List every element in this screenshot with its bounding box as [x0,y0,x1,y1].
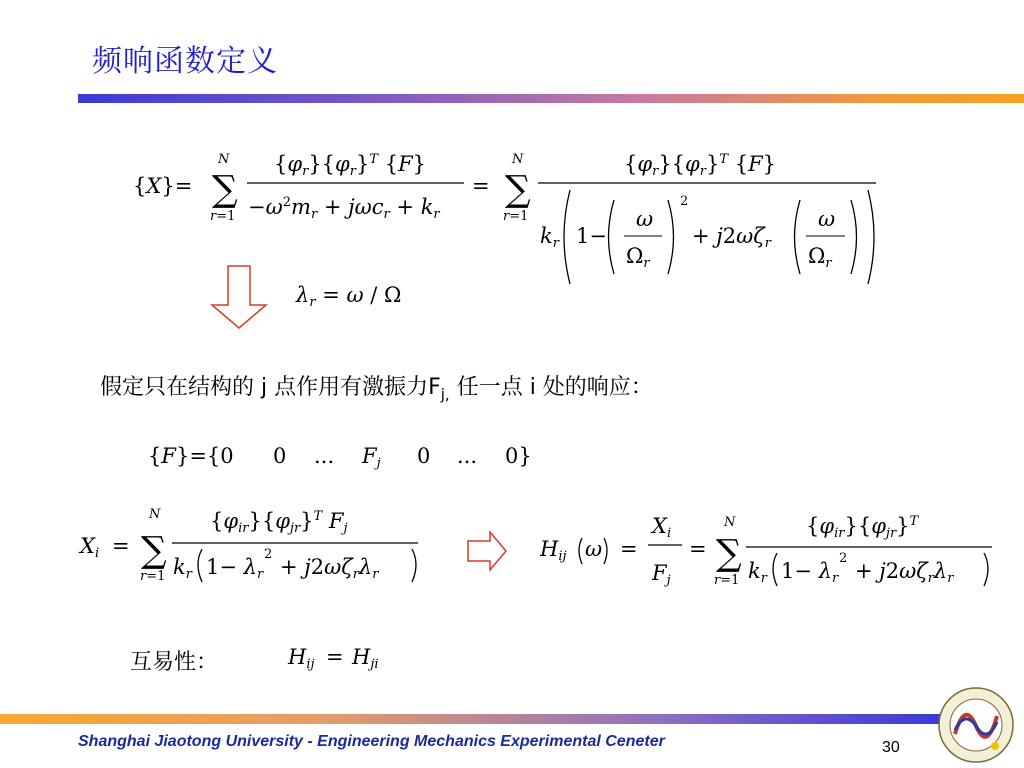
svg-text:N: N [512,152,524,167]
svg-text:kr: kr [173,555,192,582]
svg-text:+ j2ωζrλr: + j2ωζrλr [855,559,954,586]
svg-text:N: N [724,515,736,530]
svg-text:r=1: r=1 [210,209,236,224]
svg-text:N: N [218,152,230,167]
svg-text:0: 0 [417,444,431,468]
footer-bar [0,714,940,724]
svg-text:Fj: Fj [362,444,381,471]
svg-text:Xi: Xi [80,534,100,561]
equation-frequency-ratio [295,283,401,310]
svg-text:0: 0 [273,444,287,468]
svg-text:1− λr: 1− λr [206,555,264,582]
svg-text:{φr}{φr}T {F}: $\{\varphi r\}\{\varphi r\}^T$ {F} [274,152,427,179]
svg-text:∑: ∑ [212,169,238,210]
svg-text:N: N [149,507,161,522]
svg-text:{φir}{φjr}T Fj: $\{\varphi ir\}\{\varphi jr\}^T$ Fj [210,509,348,536]
svg-text:∑: ∑ [716,533,742,574]
svg-text:−ω2mr + jωcr + kr: $-\omega^2mr + j\omega cr$ + kr [248,195,440,222]
lab-logo-icon [937,686,1015,764]
svg-text:=: = [326,645,344,669]
svg-text:=: = [689,537,707,561]
reciprocity-label: 互易性： [130,650,219,675]
svg-text:Hji: Hji [352,645,379,672]
right-arrow-icon [468,532,506,570]
svg-text:∑: ∑ [141,530,167,571]
svg-text:Xi: Xi [652,514,672,541]
equation-frf-hij [539,514,992,588]
statement-text [100,370,653,403]
equation-modal-superposition [133,152,876,284]
svg-text:+ j2ωζrλr: + j2ωζrλr [280,555,379,582]
svg-text:ω: ω [636,207,654,231]
svg-text:Fj: Fj [652,561,671,588]
svg-text:...: ... [314,444,335,468]
svg-text:{φir}{φjr}T: $\{\varphi ir\}\{\varphi jr\}^T$ [806,514,919,541]
svg-text:∑: ∑ [505,169,531,210]
equation-force-vector [148,444,532,471]
svg-text:=: = [472,174,490,198]
down-arrow-icon [212,266,266,328]
svg-text:λr = ω / Ω: λr = ω / Ω [296,283,402,310]
svg-text:=: = [112,534,130,558]
svg-text:kr: kr [748,559,767,586]
statement-subscript: j, [440,385,450,404]
svg-text:...: ... [457,444,478,468]
statement-part1: 假定只在结构的 j 点作用有激振力F [100,375,441,400]
svg-text:{X}=: {X}= [133,174,193,198]
svg-text:Ωr: Ωr [626,244,650,271]
svg-text:Hij: Hij [540,537,567,564]
svg-text:ω: ω [585,537,603,561]
svg-text:2: 2 [264,547,273,562]
svg-text:0}: 0} [505,444,532,468]
equation-response-xi [78,507,418,584]
svg-text:+ j2ωζr: + j2ωζr [692,224,771,251]
svg-text:Ωr: Ωr [808,244,832,271]
svg-text:r=1: r=1 [503,209,529,224]
svg-text:{φr}{φr}T {F}: $\{\varphi r\}\{\varphi r\}^T$ {F} [624,152,777,179]
svg-text:r=1: r=1 [714,573,740,588]
equation-reciprocity [287,645,379,672]
svg-text:=: = [620,537,638,561]
svg-text:{F}={0: {F}={0 [148,444,234,468]
svg-text:r=1: r=1 [140,569,166,584]
svg-text:1−: 1− [576,224,607,248]
svg-text:ω: ω [818,207,836,231]
footer-text: Shanghai Jiaotong University - Engineering Mechanics Experimental Ceneter [78,733,665,750]
svg-text:2: 2 [680,194,689,209]
svg-text:Hij: Hij [288,645,315,672]
svg-text:2: 2 [839,551,848,566]
slide-title: 频响函数定义 [92,44,278,79]
page-number: 30 [882,739,900,756]
svg-text:kr: kr [540,224,559,251]
statement-part2: 任一点 i 处的响应： [449,375,653,400]
svg-text:1− λr: 1− λr [781,559,839,586]
